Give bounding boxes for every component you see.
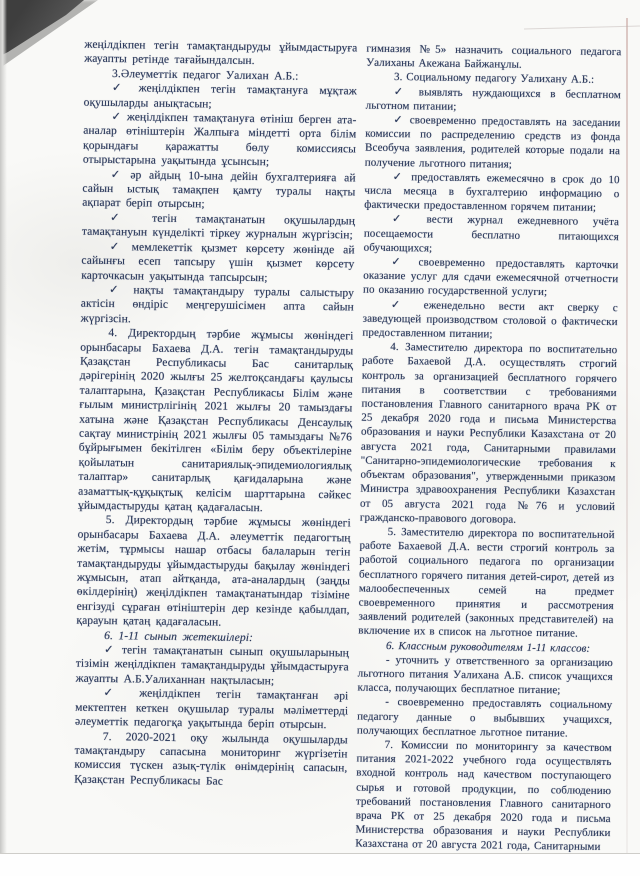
- paragraph: ✓ жеңілдікпен тегін тамақтанған әрі мектептен кеткен оқушылар туралы мәліметтерді әлеуметтік педагогқа уақытында беріп отырсын.: [74, 687, 349, 732]
- right-column: [355, 42, 621, 855]
- page-bottom-edge: [0, 853, 640, 876]
- paragraph: ✓ тегін тамақтанатын сынып оқушыларының тізімін жеңілдікпен тамақтандыруды ұйымдастыруға жауапты А.Б.Уалиханнан нақтыласын;: [75, 644, 350, 688]
- paragraph: ✓ выявлять нуждающихся в бесплатном льготном питании;: [365, 85, 621, 113]
- paragraph: 3.Әлеуметтік педагог Уалихан А.Б.:: [111, 67, 299, 83]
- paragraph: 5. Директордың тәрбие жұмысы жөніндегі орынбасары Бахаева Д.А. әлеуметтік педагогтың жетім, тұрмысы нашар отбасы балаларын тегін тамақтандыруды ұйымдастыруды бақылау жөніндегі жұмысын, атап айтқанда, ата-аналардың (заңды өкілдерінің) жеңілдікпен тамақтанатындар тізіміне енгізуді сұраған өтініштерін дер кезінде қабылдап, қарауын қатаң қадағаласын.: [76, 514, 351, 629]
- paragraph: ✓ әр айдың 10-ына дейін бухгалтерияға ай сайын ыстық тамақпен қамту туралы нақты ақпарат беріп отырсын;: [82, 168, 356, 211]
- paragraph: жеңілдікпен тегін тамақтандыруды ұйымдастыруға жауапты ретінде тағайындалсын.: [84, 38, 358, 68]
- paragraph: ✓ еженедельно вести акт сверку с заведующей производством столовой о фактически предоставленном питании;: [362, 298, 618, 341]
- paragraph: ✓ нақты тамақтандыру туралы салыстыру актісін өндіріс меңгерушісімен апта сайын жүргізсін.: [80, 283, 355, 326]
- paragraph: ✓ жеңілдікпен тамақтануға өтініш берген ата-аналар өтініштерін Жалпыға міндетті орта білім қорындағы қаражатты бөлу комиссиясы отырыстарына уақытында ұсынсын;: [82, 111, 357, 169]
- paragraph: 5. Заместителю директора по воспитательной работе Бахаевой Д.А. вести строгий контроль за работой социального педагога по организации бесплатного горячего питания детей-сирот, детей из малообеспеченных семей на предмет своевременного принятия и рассмотрения заявлений родителей (законных представителей) на включение их в список на льготное питание.: [358, 525, 615, 640]
- paragraph: - уточнить у ответственного за организацию льготного питания Уалихана А.Б. список учащихся класса, получающих бесплатное питание;: [357, 653, 613, 697]
- paragraph: 7. 2020-2021 оқу жылында оқушыларды тамақтандыру сапасына мониторинг жүргізетін комиссия түскен азық-түлік өнімдерінің сапасын, Қазақстан Республикасы Бас: [74, 730, 348, 788]
- paragraph: ✓ мемлекеттік қызмет көрсету жөнінде ай сайынғы есеп тапсыру үшін қызмет көрсету карточкасын уақытында тапсырсын;: [81, 240, 355, 284]
- page-left-edge-shadow: [0, 0, 7, 876]
- paragraph: 4. Директордың тәрбие жұмысы жөніндегі орынбасары Бахаева Д.А. тегін тамақтандыруды Қазақстан Республикасы Бас санитарлық дәрігерінің 2020 жылғы 25 желтоқсандағы қаулысы талаптарына, Қазақстан Республикасы Білім және ғылым министрлігінің 2021 жылғы 20 тамыздағы хатына және Қазақстан Республикасы Денсаулық сақтау министрінің 2021 жылғы 05 тамыздағы №76 бұйрығымен бекітілген «Білім беру объектілеріне қойылатын санитариялық-эпидемиологиялық талаптар» санитарлық қағидаларына және азаматтық-құқықтық келісім шарттарына сәйкес ұйымдастыруды қатаң қадағаласын.: [77, 327, 354, 515]
- paragraph: ✓ своевременно предоставлять на заседании комиссии по распределению средств из фонда Всеобуча заявления, родителей которые подали на получение льготного питания;: [364, 114, 621, 171]
- page-right-edge-line: [626, 18, 628, 854]
- paragraph: - своевременно предоставлять социальному педагогу данные о выбывших учащихся, получающих бесплатное льготное питание.: [356, 696, 613, 740]
- paragraph: 6. 1-11 сынып жетекшілері:: [104, 629, 254, 644]
- paragraph: ✓ тегін тамақтанатын оқушылардың тамақтануын күнделікті тіркеу журналын жүргізсін;: [81, 211, 356, 242]
- paragraph: 3. Социальному педагогу Уалихану А.Б.:: [393, 71, 595, 87]
- paragraph: 7. Комиссии по мониторингу за качеством питания 2021-2022 учебного года осуществлять входной контроль над качеством поступающего сырья и готовой продукции, по соблюдению требований постановления Главного санитарного врача РК от 25 декабря 2020 года и письма Министерства образования и науки Республики Казахстана от 20 августа 2021 года, Санитарными: [355, 738, 612, 854]
- paragraph: ✓ жеңілдікпен тегін тамақтануға мұқтаж оқушыларды анықтасын;: [83, 82, 357, 111]
- paragraph: ✓ своевременно предоставлять карточки оказание услуг для сдачи ежемесячной отчетности по оказанию государственной услуги;: [362, 256, 619, 299]
- paragraph: ✓ предоставлять ежемесячно в срок до 10 числа месяца в бухгалтерию информацию о фактически предоставленном горячем питании;: [364, 170, 620, 215]
- paragraph: ✓ вести журнал ежедневного учёта посещаемости бесплатно питающихся обучающихся;: [363, 213, 620, 255]
- paragraph: 6. Классным руководителям 1-11 классов:: [386, 639, 591, 655]
- left-column: [74, 38, 357, 791]
- paragraph: 4. Заместителю директора по воспитательно работе Бахаевой Д.А. осуществлять строгий контроль за организацией бесплатного горячего питания в соответствии с требованиями постановления Главного санитарного врача РК от 25 декабря 2020 года и письма Министерства образования и науки Республики Казахстана от 20 августа 2021 года, Санитарными правилами "Санитарно-эпидемиологические требования к объектам образования", утвержденными приказом Министра здравоохранения Республики Казахстан от 05 августа 2021 года №76 и условий гражданско-правового договора.: [359, 341, 618, 526]
- paragraph: гимназия №5» назначить социального педагога Уалиханы Акежана Байжанұлы.: [366, 42, 622, 71]
